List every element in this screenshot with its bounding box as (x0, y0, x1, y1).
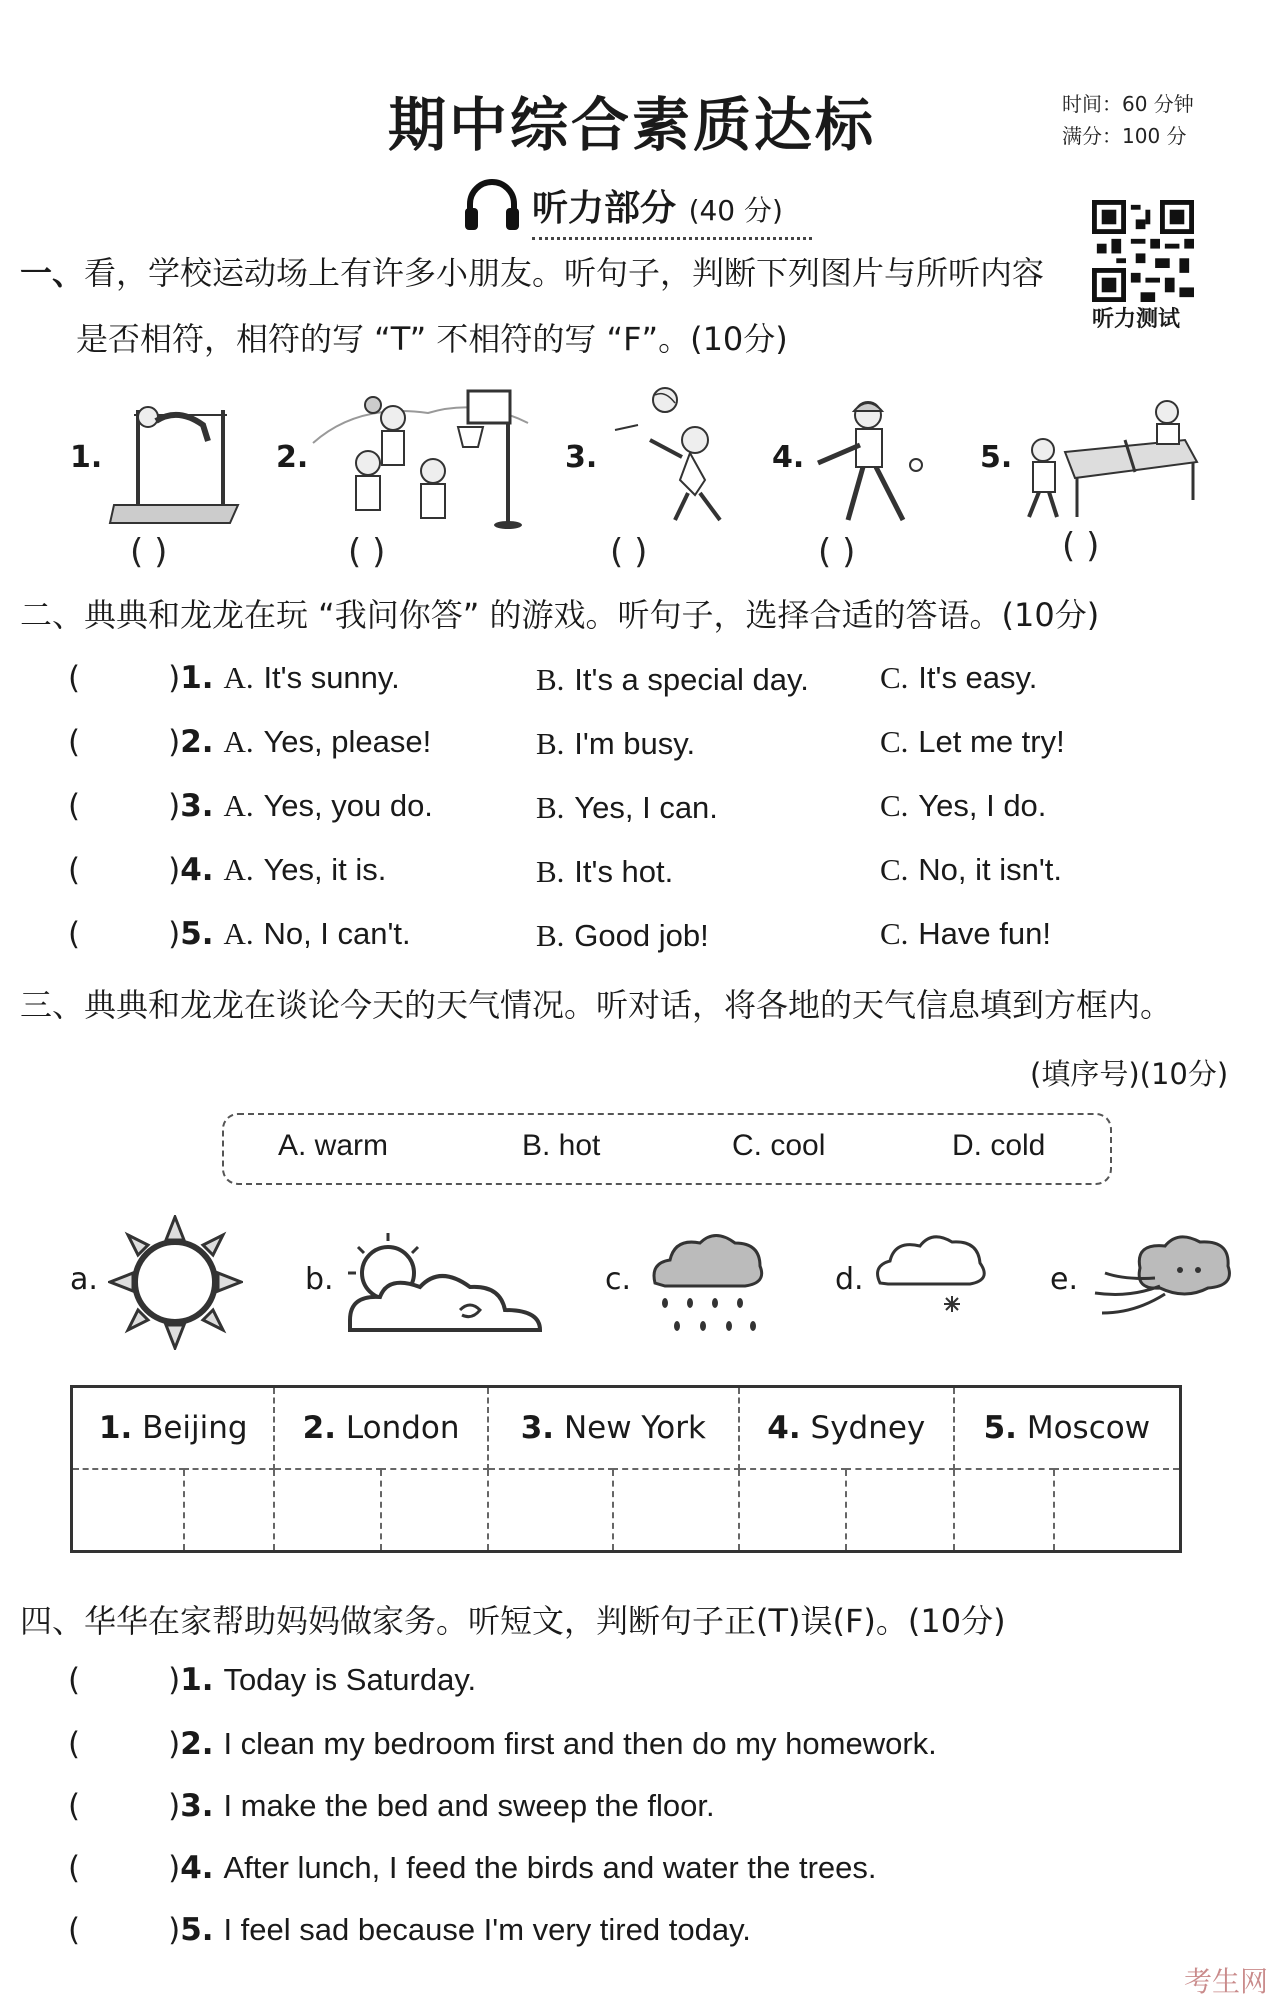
answer-paren[interactable]: ( (68, 1726, 81, 1762)
question-row: ( )2. A. Yes, please! (68, 724, 432, 760)
section-4-heading: 四、华华在家帮助妈妈做家务。听短文，判断句子正(T)误(F)。(10分) (20, 1602, 1006, 1640)
picture-number-1: 1. (70, 440, 103, 475)
question-row: ( )4. A. Yes, it is. (68, 852, 387, 888)
option-hot: B. hot (522, 1129, 601, 1162)
volleyball-picture (610, 385, 745, 530)
answer-paren[interactable]: ( (68, 660, 81, 696)
listening-heading (532, 180, 812, 240)
option-a-letter: A. (223, 724, 254, 759)
weather-label-a: a. (70, 1262, 98, 1297)
section-1-heading (20, 248, 1044, 294)
option-c: Have fun! (918, 916, 1051, 951)
answer-paren[interactable]: ( (68, 1788, 81, 1824)
city-number: 1. (98, 1410, 133, 1446)
option-b-letter: B. (536, 726, 565, 761)
statement-text: Today is Saturday. (223, 1662, 477, 1697)
weather-label-e: e. (1050, 1262, 1078, 1297)
qr-code-icon (1092, 200, 1194, 302)
picture-number-5: 5. (980, 440, 1013, 475)
picture-number-3: 3. (565, 440, 598, 475)
baseball-picture (808, 395, 938, 530)
statement-row: ( )4. After lunch, I feed the birds and water the trees. (68, 1850, 877, 1886)
statement-row: ( )1. Today is Saturday. (68, 1662, 477, 1698)
city-header (739, 1387, 954, 1470)
statement-text: I feel sad because I'm very tired today. (223, 1912, 751, 1947)
statement-text: I clean my bedroom first and then do my homework. (223, 1726, 937, 1761)
rain-cloud-icon (645, 1228, 770, 1343)
section-1-line2: 是否相符，相符的写 “T” 不相符的写 “F”。(10分) (76, 320, 788, 358)
city-name: Beijing (142, 1410, 248, 1446)
city-header-row (72, 1387, 1181, 1470)
statement-row: ( )5. I feel sad because I'm very tired today. (68, 1912, 751, 1948)
answer-cell[interactable] (274, 1469, 381, 1552)
picture-number-2: 2. (276, 440, 309, 475)
statement-number: 4. (180, 1850, 214, 1886)
city-name: London (345, 1410, 460, 1446)
city-name: New York (563, 1410, 706, 1446)
answer-row (72, 1469, 1181, 1552)
option-c: No, it isn't. (918, 852, 1063, 887)
answer-paren[interactable]: ( (68, 852, 81, 888)
option-b-cell (536, 790, 718, 826)
section-1-line1: 看，学校运动场上有许多小朋友。听句子，判断下列图片与所听内容 (84, 254, 1045, 292)
answer-paren[interactable]: ( (68, 916, 81, 952)
section-2-heading: 二、典典和龙龙在玩 “我问你答” 的游戏。听句子，选择合适的答语。(10分) (20, 596, 1100, 634)
city-name: Moscow (1026, 1410, 1151, 1446)
option-cool: C. cool (732, 1129, 826, 1162)
city-number: 5. (983, 1410, 1017, 1446)
section-3-note: (填序号)(10分) (1030, 1057, 1229, 1091)
listening-heading-text: 听力部分 (532, 188, 677, 229)
sun-cloud-icon (340, 1225, 550, 1340)
statement-text: I make the bed and sweep the floor. (223, 1788, 715, 1823)
city-header (274, 1387, 487, 1470)
question-row: ( )3. A. Yes, you do. (68, 788, 433, 824)
question-number: 1. (180, 660, 214, 696)
option-a: No, I can't. (263, 916, 411, 951)
city-number: 3. (520, 1410, 555, 1446)
basketball-picture (308, 383, 533, 533)
section-3-heading: 三、典典和龙龙在谈论今天的天气情况。听对话，将各地的天气信息填到方框内。 (20, 986, 1173, 1024)
answer-cell[interactable] (184, 1469, 274, 1552)
option-c-letter: C. (880, 916, 909, 951)
option-c-letter: C. (880, 724, 909, 759)
option-c: Yes, I do. (918, 788, 1047, 823)
answer-blank-1[interactable]: ( ) (130, 532, 168, 572)
option-b: Good job! (574, 918, 709, 953)
answer-cell[interactable] (381, 1469, 488, 1552)
option-a-letter: A. (223, 660, 254, 695)
option-c-cell (880, 916, 1051, 952)
answer-paren[interactable]: ( (68, 1912, 81, 1948)
answer-cell[interactable] (954, 1469, 1055, 1552)
option-c-cell (880, 660, 1037, 696)
headphones-icon (462, 178, 522, 234)
answer-paren[interactable]: ( (68, 1850, 81, 1886)
option-a: Yes, you do. (263, 788, 433, 823)
city-weather-table (70, 1385, 1182, 1553)
snow-cloud-icon (870, 1228, 995, 1318)
option-a: It's sunny. (263, 660, 400, 695)
answer-cell[interactable] (613, 1469, 739, 1552)
option-b: It's hot. (574, 854, 674, 889)
qr-label: 听力测试 (1092, 307, 1181, 332)
question-row: ( )5. A. No, I can't. (68, 916, 411, 952)
wind-cloud-icon (1090, 1228, 1240, 1338)
question-number: 3. (180, 788, 214, 824)
option-c-letter: C. (880, 852, 909, 887)
option-b-cell (536, 726, 695, 762)
sun-icon (108, 1215, 243, 1350)
option-a-letter: A. (223, 916, 254, 951)
option-c: Let me try! (918, 724, 1065, 759)
question-number: 5. (180, 916, 214, 952)
statement-number: 1. (180, 1662, 214, 1698)
option-b-letter: B. (536, 662, 565, 697)
answer-cell[interactable] (1054, 1469, 1180, 1552)
answer-paren[interactable]: ( (68, 788, 81, 824)
option-cold: D. cold (952, 1129, 1046, 1162)
answer-blank-5[interactable]: ( ) (1062, 526, 1100, 566)
option-b: I'm busy. (574, 726, 696, 761)
statement-number: 5. (180, 1912, 214, 1948)
answer-paren[interactable]: ( (68, 1662, 81, 1698)
option-b: It's a special day. (574, 662, 809, 697)
city-header (954, 1387, 1181, 1470)
option-c-cell (880, 852, 1062, 888)
option-c-letter: C. (880, 660, 909, 695)
option-b-letter: B. (536, 854, 565, 889)
page-title: 期中综合素质达标 (387, 91, 876, 159)
statement-text: After lunch, I feed the birds and water the trees. (223, 1850, 877, 1885)
watermark: 考生网 (1183, 1965, 1268, 1998)
option-warm: A. warm (278, 1129, 389, 1162)
answer-cell[interactable] (72, 1469, 185, 1552)
answer-cell[interactable] (846, 1469, 953, 1552)
city-name: Sydney (810, 1410, 926, 1446)
answer-blank-3[interactable]: ( ) (610, 532, 648, 572)
statement-row: ( )3. I make the bed and sweep the floor. (68, 1788, 715, 1824)
time-limit: 时间：60 分钟 (1062, 92, 1194, 116)
city-header (72, 1387, 275, 1470)
option-c-cell (880, 724, 1065, 760)
question-number: 4. (180, 852, 214, 888)
question-row: ( )1. A. It's sunny. (68, 660, 400, 696)
statement-row: ( )2. I clean my bedroom first and then do my homework. (68, 1726, 937, 1762)
option-b-cell (536, 854, 673, 890)
high-jump-picture (108, 395, 243, 530)
answer-blank-4[interactable]: ( ) (818, 532, 856, 572)
section-1-number: 一、 (20, 254, 85, 292)
city-number: 2. (302, 1410, 337, 1446)
answer-blank-2[interactable]: ( ) (348, 532, 386, 572)
city-header (488, 1387, 739, 1470)
option-c: It's easy. (918, 660, 1038, 695)
city-number: 4. (767, 1410, 801, 1446)
full-score: 满分：100 分 (1062, 124, 1187, 148)
listening-points: (40 分) (688, 194, 783, 227)
option-c-letter: C. (880, 788, 909, 823)
picture-number-4: 4. (772, 440, 805, 475)
weather-label-c: c. (605, 1262, 632, 1297)
answer-cell[interactable] (488, 1469, 614, 1552)
option-b-cell (536, 918, 709, 954)
option-a-letter: A. (223, 852, 254, 887)
option-b-cell (536, 662, 809, 698)
option-c-cell (880, 788, 1046, 824)
option-a-letter: A. (223, 788, 254, 823)
weather-label-d: d. (835, 1262, 864, 1297)
weather-options-box (222, 1113, 1112, 1185)
option-b: Yes, I can. (574, 790, 718, 825)
option-b-letter: B. (536, 790, 565, 825)
answer-cell[interactable] (739, 1469, 846, 1552)
statement-number: 2. (180, 1726, 214, 1762)
weather-label-b: b. (305, 1262, 334, 1297)
option-a: Yes, it is. (263, 852, 387, 887)
question-number: 2. (180, 724, 214, 760)
option-b-letter: B. (536, 918, 565, 953)
statement-number: 3. (180, 1788, 214, 1824)
answer-paren[interactable]: ( (68, 724, 81, 760)
table-tennis-picture (1015, 392, 1200, 527)
option-a: Yes, please! (263, 724, 432, 759)
